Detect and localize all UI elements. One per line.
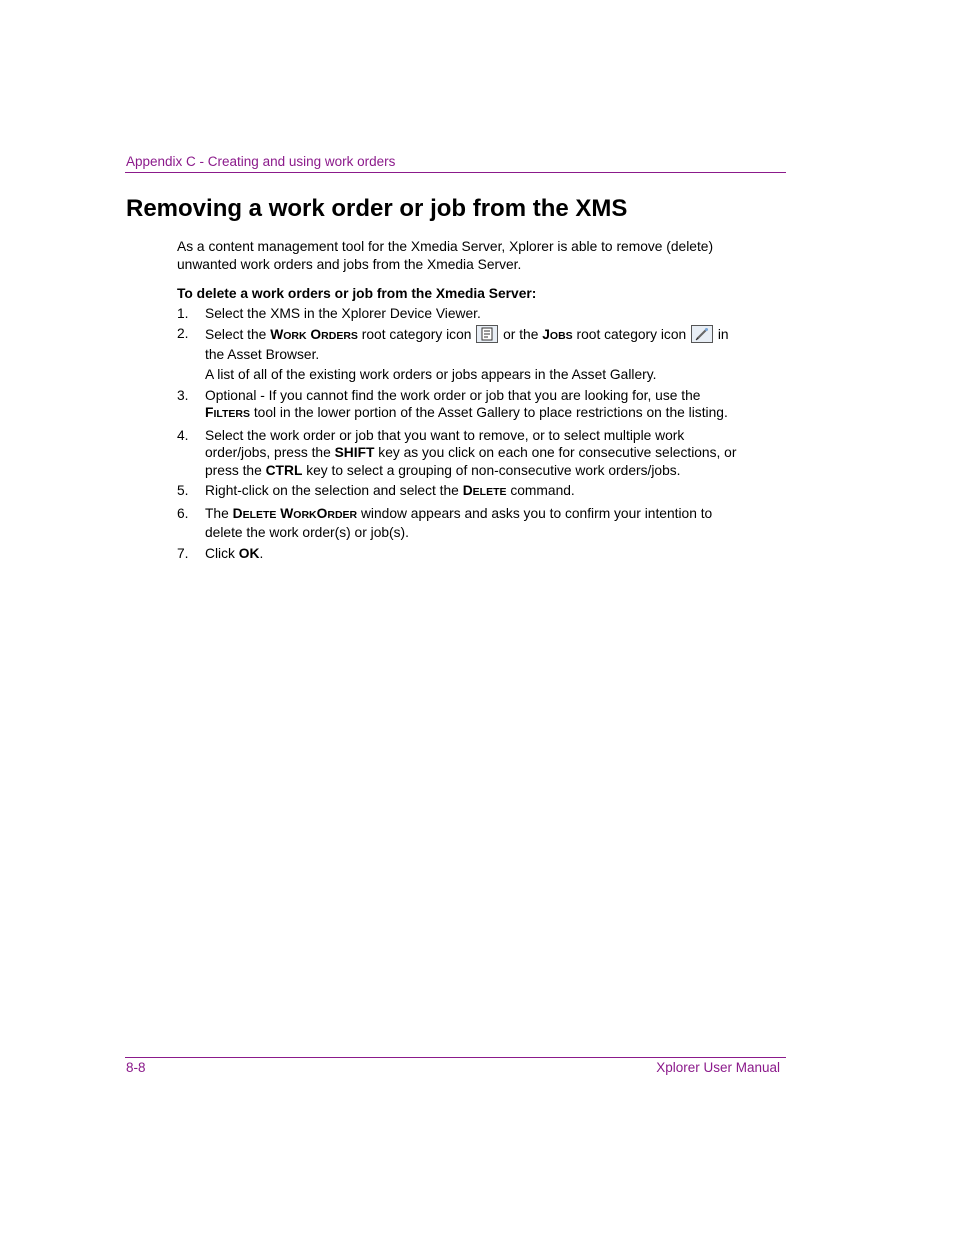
step-text: . [259, 545, 264, 561]
intro-paragraph: As a content management tool for the Xmedia Server, Xplorer is able to remove (delete) unwanted work orders and jobs from the Xmedia Server. [177, 239, 714, 272]
ui-term: ORK [283, 330, 307, 342]
ui-term: RDER [327, 508, 358, 521]
ui-term: W [270, 327, 284, 342]
step-result: A list of all of the existing work orders or jobs appears in the Asset Gallery. [205, 367, 657, 382]
step-text: The [205, 505, 233, 521]
jobs-category-icon [691, 325, 713, 343]
work-orders-category-icon [476, 325, 498, 343]
step-number: 7. [177, 545, 189, 561]
step-text: root category icon [357, 327, 476, 342]
header-rule [125, 172, 786, 173]
step-text: Select the [205, 327, 271, 342]
step-7 [177, 545, 737, 563]
ui-term: W [276, 505, 294, 521]
step-text: window appears and asks you to confirm your intention to delete the work order(s) or job(s). [205, 505, 713, 540]
step-1 [177, 305, 737, 323]
step-text: tool in the lower portion of the Asset Gallery to place restrictions on the listing. [250, 405, 728, 420]
step-text: Click [205, 545, 239, 561]
step-text: or the [499, 327, 543, 342]
procedure-heading: To delete a work orders or job from the Xmedia Server: [177, 286, 537, 301]
step-4 [177, 427, 737, 480]
ui-term: ORK [293, 508, 317, 521]
step-number: 4. [177, 427, 189, 443]
ui-term: O [316, 505, 328, 521]
step-text: Select the XMS in the Xplorer Device Viewer. [205, 305, 481, 321]
step-text: in the Asset Browser. [205, 327, 729, 362]
step-2 [177, 325, 737, 384]
ui-term: RDERS [321, 330, 358, 342]
ui-term: O [306, 327, 322, 342]
manual-title: Xplorer User Manual [656, 1060, 780, 1075]
ui-term: OBS [549, 330, 573, 342]
step-text: key to select a grouping of non-consecutive work orders/jobs. [302, 462, 681, 478]
step-text: Optional - If you cannot find the work order or job that you are looking for, use the [205, 387, 701, 403]
step-5 [177, 482, 737, 502]
step-number: 2. [177, 326, 189, 341]
step-number: 6. [177, 505, 189, 521]
page-number: 8-8 [126, 1060, 146, 1075]
step-text: Right-click on the selection and select the [205, 483, 463, 498]
step-number: 5. [177, 483, 189, 498]
step-text: command. [506, 483, 575, 498]
steps-list [177, 305, 737, 563]
step-6 [177, 505, 737, 542]
key-name: SHIFT [334, 445, 375, 460]
ui-term: D [232, 505, 243, 521]
ui-term: J [542, 327, 550, 342]
running-header: Appendix C - Creating and using work orders [126, 154, 396, 169]
step-text: root category icon [572, 327, 691, 342]
step-number: 3. [177, 387, 189, 403]
step-text: Select the work order or job that you want to remove, or to select multiple work order/jobs, press the [205, 427, 685, 460]
section-title: Removing a work order or job from the XMS [126, 195, 628, 222]
step-3 [177, 387, 737, 424]
step-number: 1. [177, 305, 189, 321]
ui-term: ELETE [242, 508, 277, 521]
key-name: CTRL [265, 462, 303, 478]
ui-term: ELETE [472, 486, 507, 498]
ui-term: ILTERS [213, 408, 250, 420]
footer-rule [125, 1057, 786, 1058]
ui-term: F [205, 405, 214, 420]
ui-term: OK [238, 545, 260, 561]
step-text: key as you click on each one for consecutive selections, or press the [205, 445, 737, 478]
ui-term: D [462, 483, 473, 498]
section-body [177, 238, 737, 565]
